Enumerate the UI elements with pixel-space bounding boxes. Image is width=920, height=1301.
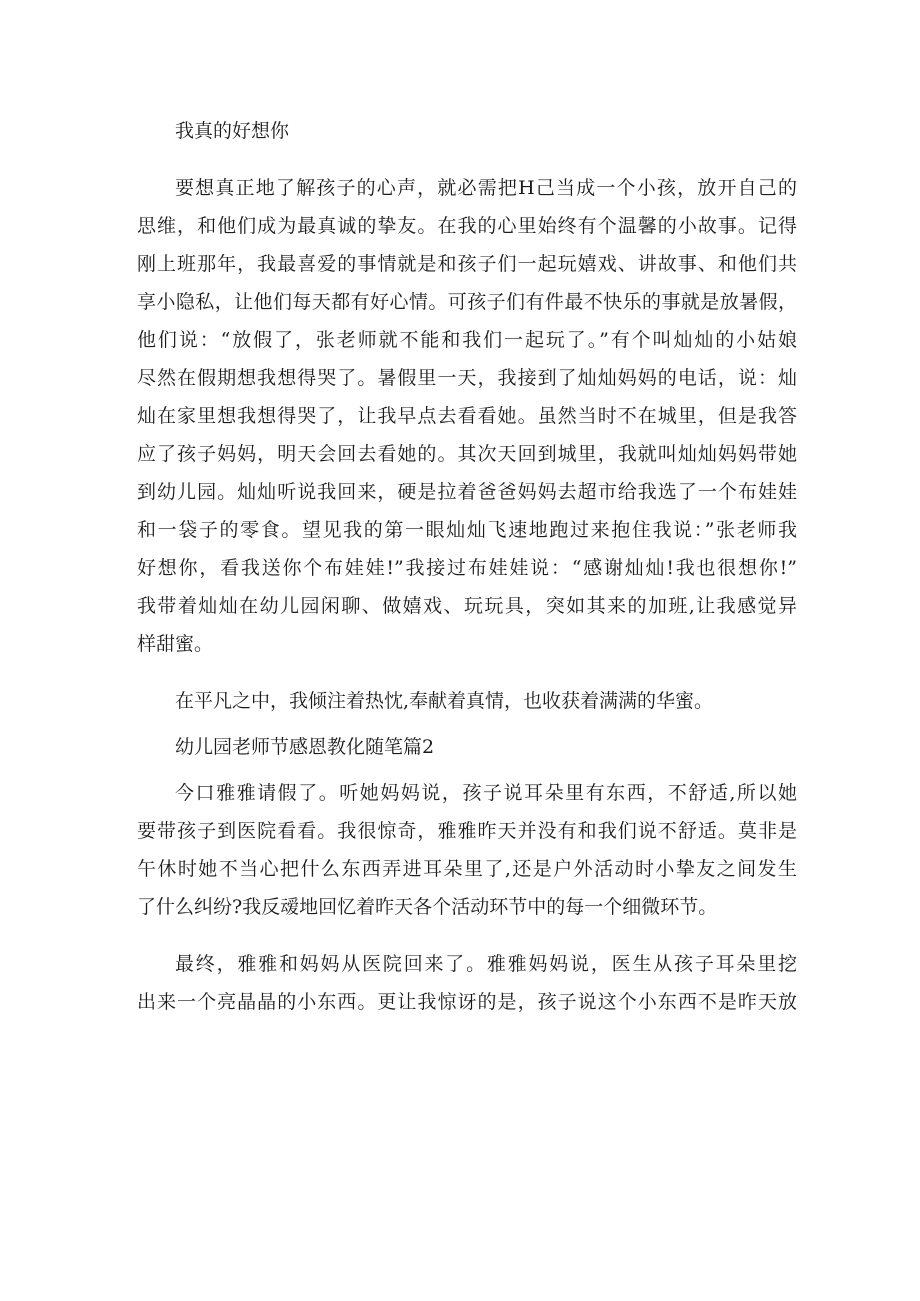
- paragraph-line: 到幼儿园。灿灿听说我回来，硬是拉着爸爸妈妈去超市给我选了一个布娃娃: [137, 481, 797, 503]
- paragraph-line: 好想你，看我送你个布娃娃!”我接过布娃娃说：“感谢灿灿!我也很想你!”: [137, 557, 797, 579]
- paragraph-line: 了什么纠纷?我反叆地回忆着昨天各个活动环节中的每一个细微环节。: [137, 896, 718, 918]
- paragraph-1: [137, 169, 797, 663]
- paragraph-line: 我带着灿灿在幼儿园闲聊、做嬉戏、玩玩具，突如其来的加班,让我感觉异: [137, 595, 797, 617]
- paragraph-line: 尽然在假期想我想得哭了。暑假里一天，我接到了灿灿妈妈的电话，说：灿: [137, 367, 797, 389]
- paragraph-line: 刚上班那年，我最喜爱的事情就是和孩子们一起玩嬉戏、讲故事、和他们共: [137, 253, 797, 275]
- paragraph-line: 最终，雅雅和妈妈从医院回来了。雅雅妈妈说，医生从孩子耳朵里挖: [175, 953, 797, 975]
- paragraph-line: 要想真正地了解孩子的心声，就必需把H己当成一个小孩，放开自己的: [175, 177, 797, 199]
- paragraph-line: 午休时她不当心把什么东西弄进耳朵里了,还是户外活动时小挚友之间发生: [137, 858, 797, 880]
- paragraph-2: 在平凡之中，我倾注着热忱,奉献着真情，也收获着满满的华蜜。: [175, 690, 714, 712]
- paragraph-line: 享小隐私，让他们每天都有好心情。可孩子们有件最不快乐的事就是放暑假，: [137, 291, 797, 313]
- paragraph-line: 今口雅雅请假了。听她妈妈说，孩子说耳朵里有东西，不舒适,所以她: [175, 782, 797, 804]
- paragraph-line: 他们说：“放假了，张老师就不能和我们一起玩了。”有个叫灿灿的小姑娘: [137, 329, 797, 351]
- section-heading: 幼儿园老师节感恩教化随笔篇2: [175, 736, 435, 758]
- section-title: 我真的好想你: [175, 120, 290, 142]
- paragraph-line: 要带孩子到医院看看。我很惊奇，雅雅昨天并没有和我们说不舒适。莫非是: [137, 820, 797, 842]
- paragraph-line: 样甜蜜。: [137, 633, 214, 655]
- document-body: [137, 112, 797, 1021]
- paragraph-line: 灿在家里想我想得哭了，让我早点去看看她。虽然当时不在城里，但是我答: [137, 405, 797, 427]
- paragraph-line: 出来一个亮晶晶的小东西。更让我惊讶的是，孩子说这个小东西不是昨天放: [137, 991, 797, 1013]
- paragraph-4: [137, 945, 797, 1021]
- paragraph-line: 应了孩子妈妈，明天会回去看她的。其次天回到城里，我就叫灿灿妈妈带她: [137, 443, 797, 465]
- paragraph-line: 思维，和他们成为最真诚的挚友。在我的心里始终有个温馨的小故事。记得: [137, 215, 797, 237]
- paragraph-line: 和一袋子的零食。望见我的第一眼灿灿飞速地跑过来抱住我说：”张老师我: [137, 519, 797, 541]
- paragraph-3: [137, 774, 797, 926]
